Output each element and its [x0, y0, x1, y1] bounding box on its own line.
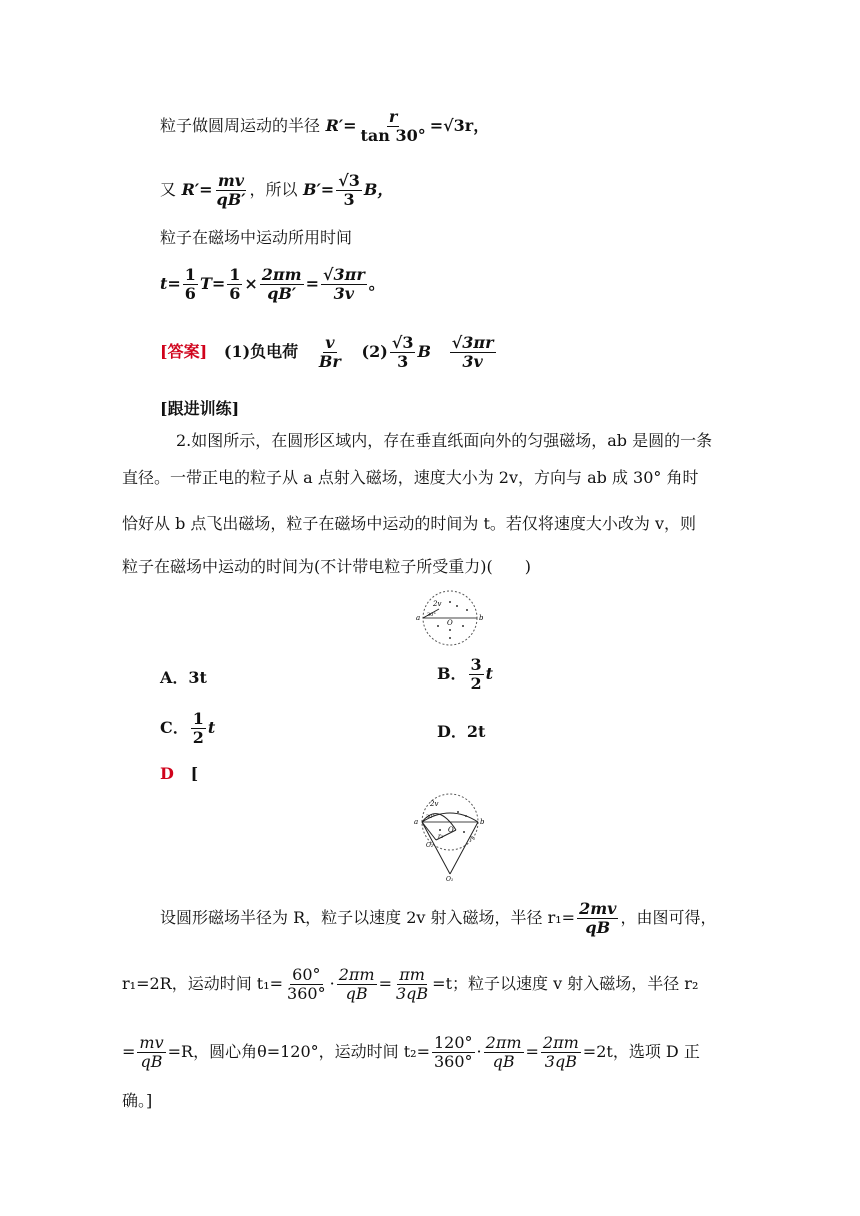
option-a[interactable]: A．3t: [160, 668, 207, 687]
label-r2: r₂: [438, 833, 444, 840]
fraction-sqrt3-over-3: $\frac{√3}{3}$: [338, 171, 360, 209]
label-angle: 30°: [426, 814, 435, 820]
fraction-mv-qB-s3: $\frac{mv}{qB}$: [139, 1033, 164, 1071]
label-b: b: [479, 614, 484, 622]
fraction-1-2: $\frac{1}{2}$: [192, 709, 204, 747]
field-dot: [449, 637, 451, 639]
field-dot: [449, 601, 451, 603]
label-angle: 30°: [427, 612, 436, 618]
solution-key: D [: [160, 764, 199, 783]
label-b: b: [480, 818, 485, 826]
solution-line-1: 设圆形磁场半径为 R，粒子以速度 2v 射入磁场，半径 r₁= $\frac{2mv}{qB}$ ，由图可得，: [160, 899, 717, 937]
fraction-2pim-qB-s3: $\frac{2\pi m}{qB}$: [485, 1033, 522, 1071]
label-o: O: [448, 826, 454, 834]
answer-tag: [答案]: [160, 342, 208, 361]
field-dot: [439, 829, 441, 831]
fraction-v-over-Br: $\frac{v}{Br}$: [318, 333, 341, 371]
fraction-mv-over-qB: $\frac{mv}{qB'}$: [216, 171, 246, 209]
solution-figure: [408, 792, 498, 882]
label-a: a: [416, 614, 421, 622]
fraction-120-360: $\frac{120^\circ}{360^\circ}$: [434, 1033, 473, 1071]
radius-r2: [422, 822, 436, 840]
fraction-answer-time: $\frac{√3\pi r}{3v}$: [451, 333, 494, 371]
field-dot: [462, 625, 464, 627]
label-o: O: [447, 619, 453, 627]
radius-line-b: [450, 822, 478, 874]
fraction-pim-3qB: $\frac{\pi m}{3qB}$: [395, 965, 429, 1003]
fraction-2pim-qB: $\frac{2\pi m}{qB'}$: [261, 265, 302, 303]
fraction-3-2: $\frac{3}{2}$: [470, 655, 482, 693]
solution-line-3: = $\frac{mv}{qB}$ =R，圆心角θ=120°，运动时间 t₂= $\frac{120^\circ}{360^\circ}$ · $\frac{2\pi m}{qB}$ = $\frac{2\pi m}{3qB}$ =2t，选项 D 正: [122, 1033, 700, 1071]
option-b[interactable]: B． $\frac{3}{2}$ t: [437, 655, 494, 693]
question-line-1: 2.如图所示，在圆形区域内，存在垂直纸面向外的匀强磁场，ab 是圆的一条: [176, 431, 713, 450]
fraction-2pim-3qB: $\frac{2\pi m}{3qB}$: [542, 1033, 579, 1071]
label-o1: O₁: [446, 876, 454, 882]
label-2v: 2v: [433, 600, 442, 608]
field-dot: [466, 609, 468, 611]
field-dot: [463, 831, 465, 833]
question-line-2: 直径。一带正电的粒子从 a 点射入磁场，速度大小为 2v，方向与 ab 成 30° 角时: [122, 468, 699, 487]
fraction-answer-sqrt3-3: $\frac{√3}{3}$: [391, 333, 414, 371]
option-d[interactable]: D．2t: [437, 722, 486, 741]
answer-line: [答案] (1)负电荷 $\frac{v}{Br}$ (2) $\frac{√3}{3}$ B $\frac{√3\pi r}{3v}$: [160, 333, 494, 371]
fraction-1-6: $\frac{1}{6}$: [184, 265, 196, 303]
solution-line-2: r₁=2R，运动时间 t₁= $\frac{60^\circ}{360^\circ}$ · $\frac{2\pi m}{qB}$ = $\frac{\pi m}{3qB}$ =t；粒子以速度 v 射入磁场，半径 r₂: [122, 965, 699, 1003]
label-2v: 2v: [430, 800, 439, 808]
fraction-60-360: $\frac{60^\circ}{360^\circ}$: [287, 965, 326, 1003]
field-dot: [449, 629, 451, 631]
field-dot: [457, 811, 459, 813]
fraction-sqrt3pir-3v: $\frac{√3\pi r}{3v}$: [322, 265, 365, 303]
label-r1: r₁: [470, 835, 476, 842]
label-a: a: [414, 818, 419, 826]
derivation-line-1: 粒子做圆周运动的半径 R′= $\frac{r}{\tan 30^\circ}$ =√3r，: [160, 107, 490, 145]
derivation-line-3: 粒子在磁场中运动所用时间: [160, 228, 353, 247]
question-line-4: 粒子在磁场中运动的时间为(不计带电粒子所受重力)( ): [122, 557, 531, 576]
option-c[interactable]: C． $\frac{1}{2}$ t: [160, 709, 216, 747]
fraction-1-6-b: $\frac{1}{6}$: [229, 265, 241, 303]
section-heading: [跟进训练]: [160, 399, 240, 418]
derivation-line-4: t= $\frac{1}{6}$ T= $\frac{1}{6}$ × $\frac{2\pi m}{qB'}$ = $\frac{√3\pi r}{3v}$ 。: [160, 265, 385, 303]
fraction-2pim-qB-s2: $\frac{2\pi m}{qB}$: [338, 965, 375, 1003]
fraction-2mv-qB: $\frac{2mv}{qB}$: [579, 899, 617, 937]
fraction-r-over-tan30: $\frac{r}{\tan 30^\circ}$: [360, 107, 426, 145]
question-line-3: 恰好从 b 点飞出磁场，粒子在磁场中运动的时间为 t。若仅将速度大小改为 v，则: [122, 514, 697, 533]
field-dot: [456, 605, 458, 607]
magnetic-field-figure-1: [405, 588, 495, 648]
derivation-line-2: 又 R′= $\frac{mv}{qB'}$ ，所以 B′= $\frac{√3}{3}$ B，: [160, 171, 394, 209]
field-dot: [437, 625, 439, 627]
field-dot: [465, 815, 467, 817]
solution-line-4: 确。]: [122, 1091, 153, 1110]
label-o2: O₂: [426, 842, 434, 849]
